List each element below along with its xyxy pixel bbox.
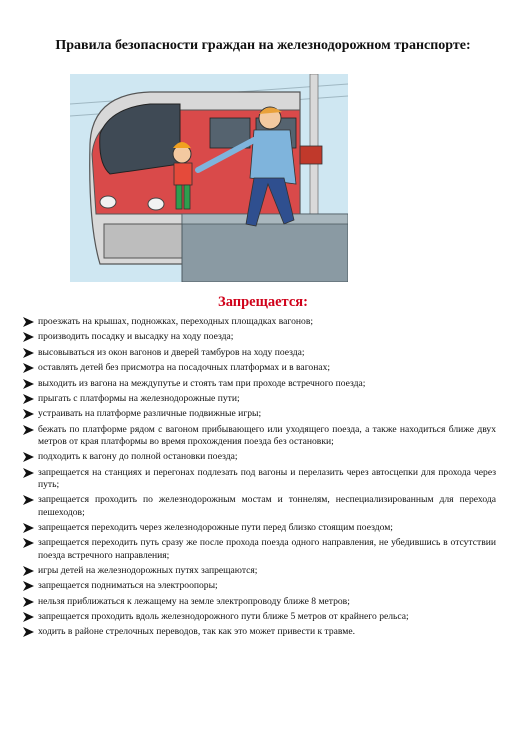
rule-text: выходить из вагона на междупутье и стоять там при проходе встречного поезда; <box>38 377 366 389</box>
arrowhead-bullet-icon <box>22 347 35 359</box>
rule-item <box>22 611 496 623</box>
arrowhead-bullet-icon <box>22 393 35 405</box>
arrowhead-bullet-icon <box>22 467 35 479</box>
arrowhead-bullet-icon <box>22 362 35 374</box>
arrowhead-bullet-icon <box>22 596 35 608</box>
arrowhead-bullet-icon <box>22 522 35 534</box>
rule-item <box>22 467 496 491</box>
rule-item <box>22 362 496 374</box>
arrowhead-bullet-icon <box>22 331 35 343</box>
rule-text: бежать по платформе рядом с вагоном прибывающего или уходящего поезда, а также находиться ближе двух метров от края платформы во время прохождения поезда без остановки; <box>38 423 496 447</box>
train-platform-illustration <box>70 74 348 282</box>
rule-item <box>22 378 496 390</box>
rule-text: запрещается подниматься на электроопоры; <box>38 580 218 592</box>
rule-text: запрещается проходить вдоль железнодорожного пути ближе 5 метров от крайнего рельса; <box>38 611 409 623</box>
arrowhead-bullet-icon <box>22 378 35 390</box>
rule-text: запрещается переходить через железнодорожные пути перед близко стоящим поездом; <box>38 521 393 533</box>
rule-text: ходить в районе стрелочных переводов, так как это может привести к травме. <box>38 626 355 638</box>
rule-text: производить посадку и высадку на ходу поезда; <box>38 331 234 343</box>
rule-text: игры детей на железнодорожных путях запрещаются; <box>38 564 258 576</box>
rule-text: запрещается проходить по железнодорожным мостам и тоннелям, неспециализированным для перехода пешеходов; <box>38 494 496 518</box>
rule-item <box>22 408 496 420</box>
arrowhead-bullet-icon <box>22 537 35 549</box>
rule-item <box>22 494 496 518</box>
rule-item <box>22 347 496 359</box>
rule-item <box>22 424 496 448</box>
rule-item <box>22 565 496 577</box>
arrowhead-bullet-icon <box>22 611 35 623</box>
rule-item <box>22 393 496 405</box>
rule-item <box>22 316 496 328</box>
rule-item <box>22 537 496 561</box>
rule-item <box>22 626 496 638</box>
rule-text: нельзя приближаться к лежащему на земле электропроводу ближе 8 метров; <box>38 595 350 607</box>
rule-item <box>22 596 496 608</box>
rule-text: оставлять детей без присмотра на посадочных платформах и в вагонах; <box>38 362 331 374</box>
rules-list <box>22 316 496 642</box>
rule-text: подходить к вагону до полной остановки поезда; <box>38 451 238 463</box>
rule-text: запрещается переходить путь сразу же после прохода поезда одного направления, не убедившись в отсутствии поезда встречного направления; <box>38 537 496 561</box>
rule-text: высовываться из окон вагонов и дверей тамбуров на ходу поезда; <box>38 346 305 358</box>
rule-text: проезжать на крышах, подножках, переходных площадках вагонов; <box>38 316 314 327</box>
rule-text: устраивать на платформе различные подвижные игры; <box>38 408 262 420</box>
rule-item <box>22 522 496 534</box>
rule-text: прыгать с платформы на железнодорожные пути; <box>38 392 240 404</box>
arrowhead-bullet-icon <box>22 424 35 436</box>
arrowhead-bullet-icon <box>22 451 35 463</box>
rule-item <box>22 331 496 343</box>
rule-text: запрещается на станциях и перегонах подлезать под вагоны и перелазить через автосцепки для прохода через путь; <box>38 466 496 490</box>
rule-item <box>22 451 496 463</box>
rule-item <box>22 580 496 592</box>
arrowhead-bullet-icon <box>22 565 35 577</box>
section-heading-prohibited: Запрещается: <box>218 294 308 310</box>
page-title: Правила безопасности граждан на железнодорожном транспорте: <box>55 38 471 53</box>
arrowhead-bullet-icon <box>22 316 35 328</box>
arrowhead-bullet-icon <box>22 408 35 420</box>
arrowhead-bullet-icon <box>22 580 35 592</box>
arrowhead-bullet-icon <box>22 494 35 506</box>
arrowhead-bullet-icon <box>22 626 35 638</box>
